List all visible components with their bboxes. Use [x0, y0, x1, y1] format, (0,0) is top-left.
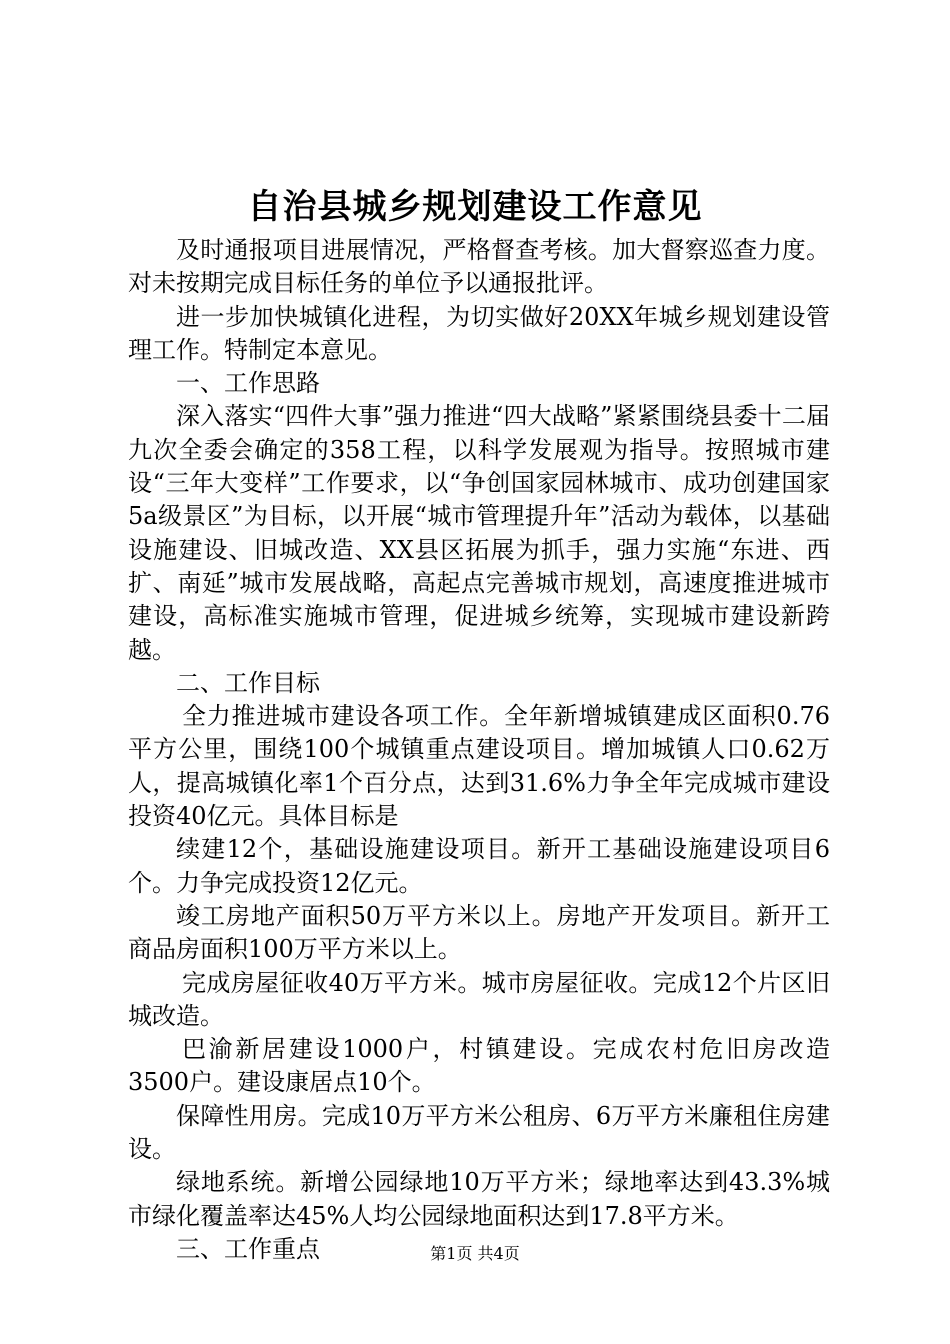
section-heading-work-priorities: 三、工作重点: [176, 1234, 320, 1263]
paragraph-overall-goals: 全力推进城市建设各项工作。全年新增城镇建成区面积0.76平方公里，围绕100个城镇重点建设项目。增加城镇人口0.62万人，提高城镇化率1个百分点，达到31.6%力争全年完成城市建设投资40亿元。具体目标是: [128, 702, 830, 831]
section-heading-work-goals: 二、工作目标: [176, 668, 320, 697]
section-heading-work-approach: 一、工作思路: [176, 369, 320, 398]
paragraph-supervision: 及时通报项目进展情况，严格督查考核。加大督察巡查力度。对未按期完成目标任务的单位予以通报批评。: [128, 236, 830, 298]
paragraph-village-construction-goal: 巴渝新居建设1000户，村镇建设。完成农村危旧房改造3500户。建设康居点10个。: [128, 1035, 830, 1097]
paragraph-work-approach: 深入落实“四件大事”强力推进“四大战略”紧紧围绕县委十二届九次全委会确定的358工程，以科学发展观为指导。按照城市建设“三年大变样”工作要求，以“争创国家园林城市、成功创建国家5a级景区”为目标，以开展“城市管理提升年”活动为载体，以基础设施建设、旧城改造、XX县区拓展为抓手，强力实施“东进、西扩、南延”城市发展战略，高起点完善城市规划，高速度推进城市建设，高标准实施城市管理，促进城乡统筹，实现城市建设新跨越。: [128, 402, 830, 664]
paragraph-affordable-housing-goal: 保障性用房。完成10万平方米公租房、6万平方米廉租住房建设。: [128, 1101, 830, 1164]
document-title: 自治县城乡规划建设工作意见: [247, 187, 703, 227]
paragraph-introduction: 进一步加快城镇化进程，为切实做好20XX年城乡规划建设管理工作。特制定本意见。: [128, 302, 830, 364]
page-number-footer: 第1页 共4页: [430, 1244, 520, 1263]
paragraph-green-space-goal: 绿地系统。新增公园绿地10万平方米；绿地率达到43.3%城市绿化覆盖率达45%人均公园绿地面积达到17.8平方米。: [128, 1168, 830, 1230]
paragraph-real-estate-goal: 竣工房地产面积50万平方米以上。房地产开发项目。新开工商品房面积100万平方米以上。: [128, 901, 830, 964]
paragraph-housing-expropriation-goal: 完成房屋征收40万平方米。城市房屋征收。完成12个片区旧城改造。: [128, 968, 830, 1030]
paragraph-infrastructure-goal: 续建12个，基础设施建设项目。新开工基础设施建设项目6个。力争完成投资12亿元。: [128, 835, 830, 897]
document-body: [128, 234, 830, 1266]
